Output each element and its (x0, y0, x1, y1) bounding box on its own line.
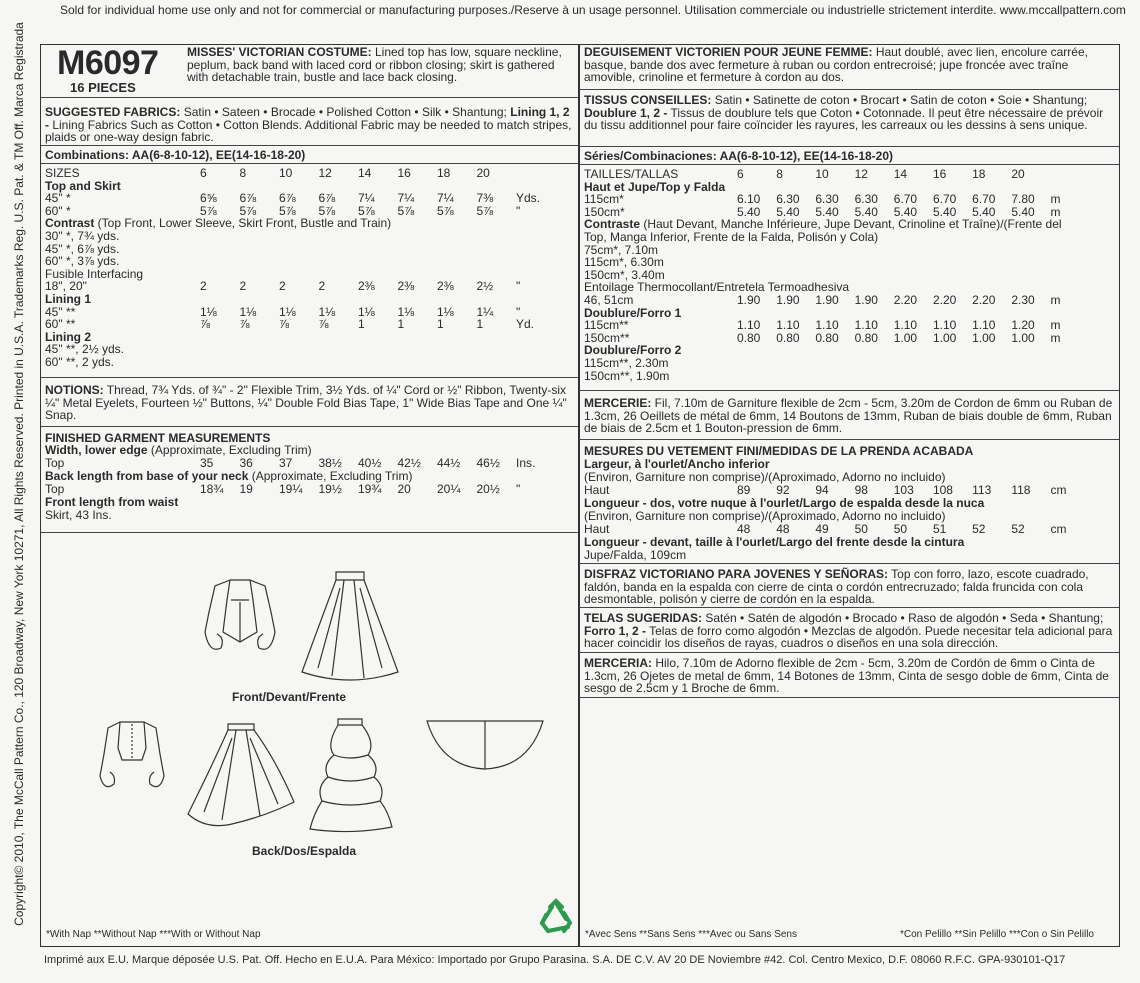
en-value-cell: 5⅞ (279, 203, 296, 218)
en-back-table (45, 483, 546, 496)
fr-value-cell: 5.40 (854, 204, 878, 219)
fr-row-label-text: 115cm*, 6.30m (584, 255, 664, 270)
fr-size-cell: 12 (854, 167, 868, 181)
fr-value-cell: 2.20 (932, 292, 957, 307)
fr-front-label: Longueur - devant, taille à l'ourlet/Largo del frente desde la cintura (584, 535, 965, 549)
es-notions (584, 657, 1118, 695)
es-fabrics-text: Satén • Satén de algodón • Brocado • Raso de algodón • Seda • Shantung; (702, 611, 1104, 625)
fr-row-label-text: 150cm*, 3.40m (584, 267, 665, 282)
en-value-cell: 35 (200, 456, 214, 470)
en-size-cell: 12 (318, 166, 332, 180)
fr-row-label-text: Contraste (584, 217, 641, 232)
en-value-cell: 42½ (397, 456, 421, 470)
fr-unit-cell: m (1050, 318, 1061, 333)
divider (41, 377, 578, 378)
en-row-label-text: Top and Skirt (45, 178, 121, 193)
fr-value-cell: 52 (1011, 522, 1025, 536)
en-section-label (45, 217, 546, 230)
divider (579, 697, 1119, 698)
en-table-row (45, 293, 546, 306)
en-nap-note: *With Nap **Without Nap ***With or Without Nap (46, 929, 261, 940)
en-row-label (45, 356, 546, 369)
en-value-cell: 19¼ (279, 482, 303, 496)
en-value-cell: ⅞ (239, 317, 250, 332)
fr-value-cell: 1.00 (972, 330, 996, 345)
en-table-row (45, 230, 546, 243)
en-row-label-text: 30" *, 7¾ yds. (45, 228, 120, 243)
fr-value-cell: 2.20 (972, 292, 996, 307)
es-lining-text: Telas de forro como algodón • Mezclas de algodón. Puede necesitar tela adicional para hacer coincidir los diseños de rayas, cuadros o diseños en una sola dirección. (584, 623, 1113, 651)
en-value-cell: 6⅝ (200, 191, 217, 206)
en-value-cell: 1⅛ (397, 304, 415, 319)
en-value-cell: 36 (239, 456, 253, 470)
en-row-label-text: 45" *, 6⅞ yds. (45, 241, 120, 256)
en-size-cell: 10 (279, 166, 293, 180)
divider (579, 439, 1119, 440)
en-size-cell: 18 (437, 166, 451, 180)
en-value-cell: 2 (239, 279, 247, 294)
train-drawing (425, 717, 545, 773)
fr-value-cell: 1.90 (854, 292, 878, 307)
fr-value-cell: 1.00 (1011, 330, 1035, 345)
fr-value-cell: 51 (932, 522, 947, 536)
fr-value-cell: 6.70 (972, 192, 996, 207)
fr-value-cell: 1.00 (893, 330, 918, 345)
en-value-cell: 5⅞ (239, 203, 257, 218)
es-notions-label: MERCERIA: (584, 656, 652, 670)
en-back-note: (Approximate, Excluding Trim) (248, 469, 413, 483)
en-width-heading (45, 444, 312, 457)
fr-value-cell: 1.10 (972, 318, 996, 333)
en-notions-label: NOTIONS: (45, 383, 104, 397)
fr-value-cell: 92 (776, 483, 790, 497)
en-measure-row (45, 457, 546, 470)
fr-value-cell: 5.40 (776, 204, 800, 219)
en-size-cell: 20 (476, 166, 490, 180)
en-row-label: 60" ** (45, 317, 76, 332)
fr-value-cell: 1.90 (776, 292, 800, 307)
en-value-cell: 1⅛ (318, 304, 336, 319)
en-unit-cell: Yds. (516, 191, 541, 206)
en-row-label-text: Lining 1 (45, 291, 91, 306)
en-value-cell: 44½ (437, 456, 461, 470)
en-value-cell: 20 (397, 482, 411, 496)
fr-notions (584, 397, 1118, 435)
fr-value-cell: 1.90 (815, 292, 839, 307)
fr-value-cell: 5.40 (815, 204, 839, 219)
en-row-label: 45" ** (45, 304, 76, 319)
fr-row-label: Haut (584, 522, 610, 536)
fr-value-cell: 113 (972, 483, 992, 497)
fr-value-cell: 7.80 (1011, 192, 1035, 207)
en-title: MISSES' VICTORIAN COSTUME: (187, 45, 372, 59)
en-value-cell: 1⅛ (200, 304, 217, 319)
en-value-cell: 1⅛ (358, 304, 375, 319)
en-value-cell: 19¾ (358, 482, 382, 496)
divider (579, 390, 1119, 391)
en-value-cell: 18¾ (200, 482, 224, 496)
divider (41, 532, 578, 533)
fr-value-cell: 0.80 (737, 330, 761, 345)
en-unit-cell: Ins. (516, 456, 536, 470)
fr-value-cell: 89 (737, 483, 751, 497)
en-row-label-text: 60" *, 3⅞ yds. (45, 254, 120, 269)
fr-fabrics-label: TISSUS CONSEILLES: (584, 93, 712, 107)
en-width-table (45, 457, 546, 470)
en-value-cell: 2 (318, 279, 326, 294)
fr-title: DEGUISEMENT VICTORIEN POUR JEUNE FEMME: (584, 45, 873, 59)
en-value-cell: 6⅞ (279, 191, 296, 206)
fr-unit-cell: cm (1050, 483, 1067, 497)
en-table-row (45, 306, 546, 319)
fr-row-label-text: 75cm*, 7.10m (584, 242, 659, 257)
fr-unit-cell: m (1050, 192, 1061, 207)
en-value-cell: 40½ (358, 456, 382, 470)
fr-row-label-text: 150cm**, 1.90m (584, 368, 670, 383)
fr-value-cell: 5.40 (972, 204, 996, 219)
es-nap-note: *Con Pelillo **Sin Pelillo ***Con o Sin Pelillo (900, 929, 1094, 940)
fr-table-row (584, 319, 1081, 332)
fr-value-cell: 2.30 (1011, 292, 1035, 307)
en-lining-label: Lining 1, 2 - (45, 105, 570, 132)
divider (579, 164, 1119, 165)
fr-row-label-text: Haut et Jupe/Top y Falda (584, 179, 726, 194)
en-row-label-text: 45" **, 2½ yds. (45, 342, 124, 357)
divider (41, 163, 578, 164)
en-value-cell: 5⅞ (200, 203, 217, 218)
en-value-cell: 1 (476, 317, 484, 332)
recycle-icon (536, 899, 576, 939)
fr-combinations: Séries/Combinaciones: AA(6-8-10-12), EE(14-16-18-20) (584, 149, 893, 163)
en-row-label (45, 230, 546, 243)
fr-row-label: 150cm* (584, 204, 625, 219)
es-title: DISFRAZ VICTORIANO PARA JOVENES Y SEÑORAS: (584, 567, 889, 581)
pattern-code: M6097 (57, 44, 159, 82)
back-top-drawing (98, 718, 166, 798)
front-top-drawing (195, 572, 285, 682)
en-row-label (45, 268, 546, 281)
en-table-row (45, 268, 546, 281)
en-lining-text: Lining Fabrics Such as Cotton • Cotton Blends. Additional Fabric may be needed to match stripes, plaids or one-way design fabric. (45, 117, 572, 145)
en-finished-title: FINISHED GARMENT MEASUREMENTS (45, 431, 271, 445)
en-back-heading (45, 470, 412, 483)
en-table-row (45, 192, 546, 205)
fr-fabrics (584, 94, 1118, 132)
fr-value-cell: 6.30 (854, 192, 878, 207)
fr-table-row (584, 370, 1081, 383)
en-value-cell: 5⅞ (397, 203, 415, 218)
fr-unit-cell: m (1050, 204, 1061, 219)
fr-value-cell: 94 (815, 483, 829, 497)
en-section-label (45, 293, 546, 306)
fr-unit-cell: m (1050, 292, 1061, 307)
en-table-row (45, 243, 546, 256)
fr-finished-title: MESURES DU VETEMENT FINI/MEDIDAS DE LA PRENDA ACABADA (584, 444, 974, 458)
en-front-text: Skirt, 43 Ins. (45, 508, 112, 522)
fr-value-cell: 118 (1011, 483, 1031, 497)
en-row-label: 18", 20" (45, 279, 87, 294)
fr-size-cell: 18 (972, 167, 986, 181)
fr-section-label (584, 218, 1081, 243)
en-value-cell: ⅞ (279, 317, 290, 332)
en-row-label (45, 243, 546, 256)
fr-value-cell: 1.00 (932, 330, 957, 345)
fr-width-label: Largeur, à l'ourlet/Ancho inferior (584, 457, 770, 471)
fr-row-label-text: Doublure/Forro 1 (584, 305, 682, 320)
es-description-text: Top con forro, lazo, escote cuadrado, faldón, banda en la espalda con cierre de cinta o cordón entrecruzado; falda fruncida con cola desmontable, polisón y cierre de cordón en la espalda. (584, 567, 1089, 607)
en-value-cell: 7¼ (397, 191, 415, 206)
en-table-row (45, 343, 546, 356)
fr-value-cell: 103 (893, 483, 914, 497)
divider (579, 146, 1119, 147)
pattern-pieces: 16 PIECES (70, 80, 136, 95)
fr-value-cell: 1.10 (932, 318, 957, 333)
en-value-cell: 2⅜ (397, 279, 415, 294)
fr-size-cell: 20 (1011, 167, 1025, 181)
en-value-cell: 7¼ (358, 191, 375, 206)
fr-row-label-text: 115cm**, 2.30m (584, 355, 669, 370)
en-value-cell: 6⅞ (239, 191, 257, 206)
es-lining-label: Forro 1, 2 - (584, 623, 647, 638)
en-value-cell: 46½ (476, 456, 500, 470)
fr-row-label-text: Doublure/Forro 2 (584, 343, 682, 358)
en-value-cell: 2⅜ (437, 279, 454, 294)
en-notions (45, 384, 577, 422)
en-value-cell: 19½ (318, 482, 342, 496)
fr-value-cell: 52 (972, 522, 986, 536)
fr-size-cell: 10 (815, 167, 829, 181)
en-unit-cell: " (516, 279, 521, 294)
front-caption: Front/Devant/Frente (232, 690, 347, 704)
en-value-cell: 20¼ (437, 482, 461, 496)
fr-value-cell: 1.10 (815, 318, 839, 333)
en-size-cell: 14 (358, 166, 372, 180)
fr-nap-note: *Avec Sens **Sans Sens ***Avec ou Sans Sens (585, 929, 797, 940)
fr-value-cell: 5.40 (737, 204, 761, 219)
en-value-cell: 2⅜ (358, 279, 375, 294)
en-size-cell: 6 (200, 166, 207, 180)
divider (579, 652, 1119, 653)
en-row-label: 60" * (45, 203, 71, 218)
fr-size-cell: 8 (776, 167, 783, 181)
fr-yardage-table (584, 168, 1081, 382)
en-value-cell: ⅞ (318, 317, 329, 332)
en-description (187, 46, 577, 84)
top-notice: Sold for individual home use only and not for commercial or manufacturing purposes./Reserve à un usage personnel. Utilisation commerciale ou industrielle strictement interdite. www.mccallpattern.com (60, 3, 1126, 17)
fr-value-cell: 0.80 (854, 330, 878, 345)
en-value-cell: 1 (437, 317, 444, 332)
en-value-cell: 7⅜ (476, 191, 494, 206)
fr-row-label: 115cm** (584, 318, 629, 333)
fr-notions-text: Fil, 7.10m de Garniture flexible de 2cm - 5cm, 3.20m de Cordon de 6mm ou Ruban de 1.3cm, 26 Oeillets de métal de 6mm, 14 Boutons de 13mm, Ruban de biais double de 6mm, Ruban de biais de 2.5cm et 1 Bouton-pression de 6mm. (584, 396, 1113, 436)
en-value-cell: 5⅞ (358, 203, 375, 218)
en-value-cell: 37 (279, 456, 293, 470)
front-skirt-drawing (298, 568, 403, 686)
fr-value-cell: 5.40 (1011, 204, 1035, 219)
en-description-text: Lined top has low, square neckline, peplum, back band with laced cord or ribbon closing; skirt is gathered with detachable train, bustle and lace back closing. (187, 45, 562, 85)
fr-back-note: (Environ, Garniture non comprise)/(Aproximado, Adorno no incluido) (584, 509, 946, 523)
en-fabrics-label: SUGGESTED FABRICS: (45, 105, 181, 119)
fr-value-cell: 50 (893, 522, 908, 536)
en-back-label: Back length from base of your neck (45, 469, 249, 483)
en-size-cell: 16 (397, 166, 411, 180)
fr-value-cell: 48 (737, 522, 751, 536)
fr-front-text: Jupe/Falda, 109cm (584, 548, 687, 562)
fr-value-cell: 50 (854, 522, 868, 536)
divider (579, 89, 1119, 90)
fr-value-cell: 1.10 (893, 318, 918, 333)
en-value-cell: 5⅞ (437, 203, 454, 218)
fr-value-cell: 1.10 (776, 318, 800, 333)
fr-value-cell: 48 (776, 522, 790, 536)
en-value-cell: 6⅞ (318, 191, 336, 206)
es-notions-text: Hilo, 7.10m de Adorno flexible de 2cm - 5cm, 3.20m de Cordón de 6mm o Cinta de 1.3cm, 26 Ojetes de metal de 6mm, 14 Botones de 13mm, Cinta de sesgo doble de 6mm, Cinta de sesgo de 2.5cm y 1 Broche de 6mm. (584, 656, 1109, 696)
fr-notions-label: MERCERIE: (584, 396, 652, 410)
en-combinations: Combinations: AA(6-8-10-12), EE(14-16-18-20) (45, 148, 306, 162)
en-row-label-text: Fusible Interfacing (45, 266, 144, 281)
en-value-cell: 2½ (476, 279, 494, 294)
fr-width-note: (Environ, Garniture non comprise)/(Aproximado, Adorno no incluido) (584, 470, 946, 484)
divider (41, 97, 578, 98)
en-yardage-table (45, 167, 546, 369)
fr-value-cell: 2.20 (893, 292, 918, 307)
fr-back-table (584, 523, 1081, 536)
back-caption: Back/Dos/Espalda (252, 844, 357, 858)
divider (41, 426, 578, 427)
fr-value-cell: 108 (932, 483, 953, 497)
en-table-row (45, 356, 546, 369)
en-value-cell: 1⅛ (437, 304, 454, 319)
en-row-extra: (Top Front, Lower Sleeve, Skirt Front, Bustle and Train) (94, 216, 392, 231)
fr-sizes-label: TAILLES/TALLAS (584, 167, 679, 181)
fr-size-cell: 6 (737, 167, 744, 181)
fr-value-cell: 6.70 (932, 192, 957, 207)
fr-value-cell: 1.20 (1011, 318, 1035, 333)
en-width-label: Width, lower edge (45, 443, 148, 457)
en-row-label (45, 343, 546, 356)
fr-table-row (584, 218, 1081, 243)
en-value-cell: 1 (358, 317, 365, 332)
en-value-cell: 2 (200, 279, 207, 294)
en-value-cell: 1⅛ (239, 304, 257, 319)
en-value-cell: 1 (397, 317, 405, 332)
fr-back-label: Longueur - dos, votre nuque à l'ourlet/Largo de espalda desde la nuca (584, 496, 985, 510)
divider (41, 145, 578, 146)
fr-row-label: Haut (584, 483, 610, 497)
en-fabrics-text: Satin • Sateen • Brocade • Polished Cotton • Silk • Shantung; (180, 105, 507, 119)
fr-value-cell: 0.80 (815, 330, 839, 345)
en-row-label-text: Lining 2 (45, 329, 91, 344)
fr-value-cell: 49 (815, 522, 829, 536)
en-value-cell: 20½ (476, 482, 500, 496)
back-skirt-drawing (186, 720, 298, 832)
fr-measure-row (584, 523, 1081, 536)
fr-value-cell: 1.90 (737, 292, 761, 307)
fr-row-label (584, 370, 1081, 383)
en-row-label: Top (45, 482, 65, 496)
en-value-cell: ⅞ (200, 317, 211, 332)
es-fabrics (584, 612, 1118, 650)
en-unit-cell: Yd. (516, 317, 535, 332)
en-row-label-text: Contrast (45, 216, 95, 231)
fr-lining-text: Tissus de doublure tels que Coton • Cotonnade. Il peut être nécessaire de prévoir du tissu additionnel pour faire coïncider les rayures, les carreaux ou les dessins à sens unique. (584, 105, 1104, 133)
fr-description (584, 46, 1118, 84)
fr-fabrics-text: Satin • Satinette de coton • Brocart • Satin de coton • Soie • Shantung; (711, 93, 1088, 107)
fr-row-label-text: Entoilage Thermocollant/Entretela Termoadhesiva (584, 280, 850, 295)
en-width-note: (Approximate, Excluding Trim) (147, 443, 312, 457)
en-fabrics (45, 106, 575, 144)
fr-row-extra: (Haut Devant, Manche Inférieure, Jupe Devant, Crinoline et Traîne)/(Frente del Top, Manga Inferior, Frente de la Falda, Polisón y Cola) (584, 217, 1062, 244)
en-row-label-text: 60" **, 2 yds. (45, 354, 114, 369)
divider (579, 607, 1119, 608)
en-value-cell: 5⅞ (476, 203, 494, 218)
en-value-cell: 5⅞ (318, 203, 336, 218)
fr-lining-label: Doublure 1, 2 - (584, 105, 668, 120)
fr-width-table (584, 484, 1081, 497)
es-description (584, 568, 1118, 606)
en-table-row (45, 280, 546, 293)
en-row-label: 45" * (45, 191, 71, 206)
fr-row-label: 115cm* (584, 192, 624, 207)
fr-row-label: 46, 51cm (584, 292, 634, 307)
fr-value-cell: 6.10 (737, 192, 761, 207)
fr-value-cell: 0.80 (776, 330, 800, 345)
en-sizes-label: SIZES (45, 166, 80, 180)
en-unit-cell: " (516, 203, 521, 218)
fr-size-cell: 14 (893, 167, 908, 181)
fr-value-cell: 6.30 (815, 192, 839, 207)
fr-value-cell: 6.30 (776, 192, 800, 207)
en-value-cell: 19 (239, 482, 253, 496)
fr-value-cell: 98 (854, 483, 868, 497)
fr-measure-row (584, 484, 1081, 497)
fr-unit-cell: cm (1050, 522, 1067, 536)
fr-value-cell: 5.40 (893, 204, 918, 219)
en-value-cell: 7¼ (437, 191, 454, 206)
en-table-row (45, 217, 546, 230)
bottom-notice: Imprimé aux E.U. Marque déposée U.S. Pat. Off. Hecho en E.U.A. Para México: Importado por Grupo Parasina. S.A. DE C.V. AV 20 DE Noviembre #42. Col. Centro Mexico, D.F. 08060 R.F.C. GPA-930101-Q17 (44, 954, 1066, 966)
en-size-cell: 8 (239, 166, 247, 180)
fr-table-row (584, 193, 1081, 206)
fr-row-label: 150cm** (584, 330, 630, 345)
bustle-drawing (308, 715, 394, 835)
en-front-label: Front length from waist (45, 495, 179, 509)
fr-description-text: Haut doublé, avec lien, encolure carrée, basque, bande dos avec fermeture à ruban ou cordon entrecroisé; jupe froncée avec traîne amovible, crinoline et fermeture à cordon au dos. (584, 45, 1088, 85)
en-row-label: Top (45, 456, 65, 470)
side-copyright-notice: Copyright© 2010, The McCall Pattern Co., 120 Broadway, New York 10271, All Rights Reserved. Printed in U.S.A. Trademarks Reg. U.S. Pat. & TM Off. Marca Registrada (12, 22, 26, 926)
column-divider (578, 44, 580, 947)
en-value-cell: 1⅛ (279, 304, 296, 319)
fr-unit-cell: m (1050, 330, 1061, 345)
divider (579, 563, 1119, 564)
en-unit-cell: " (516, 482, 521, 496)
en-value-cell: 1¼ (476, 304, 494, 319)
en-unit-cell: " (516, 304, 521, 319)
es-fabrics-label: TELAS SUGERIDAS: (584, 611, 703, 625)
fr-value-cell: 1.10 (854, 318, 878, 333)
en-notions-text: Thread, 7¾ Yds. of ¾" - 2" Flexible Trim, 3½ Yds. of ¼" Cord or ½" Ribbon, Twenty-six ¼" Metal Eyelets, Fourteen ½" Buttons, ¼" Double Fold Bias Tape, 1" Wide Bias Tape and One ¼" Snap. (45, 383, 567, 423)
en-value-cell: 38½ (318, 456, 342, 470)
fr-value-cell: 1.10 (737, 318, 761, 333)
fr-value-cell: 6.70 (893, 192, 918, 207)
en-value-cell: 2 (279, 279, 286, 294)
fr-value-cell: 5.40 (932, 204, 957, 219)
en-measure-row (45, 483, 546, 496)
en-table-row (45, 318, 546, 331)
fr-size-cell: 16 (932, 167, 947, 181)
